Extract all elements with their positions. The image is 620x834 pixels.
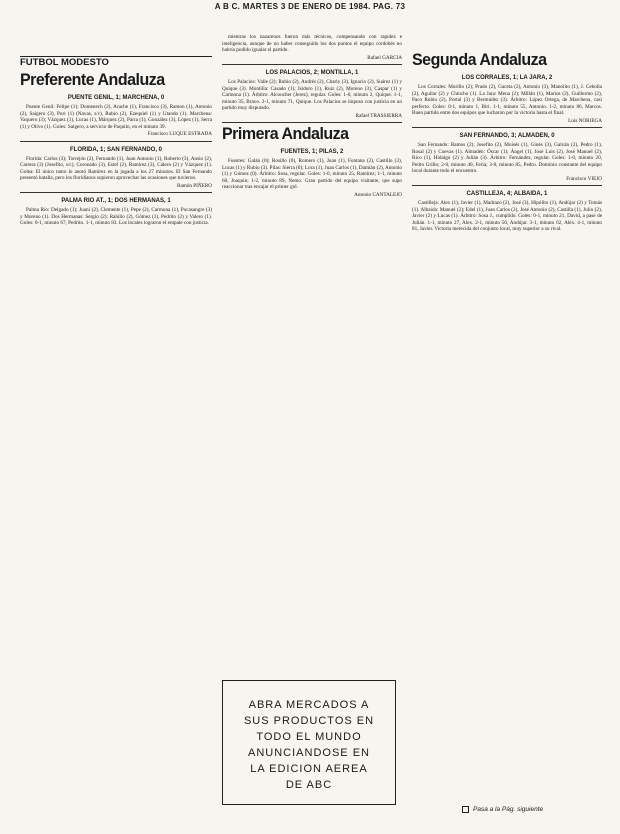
heading-preferente: Preferente Andaluza [20,71,165,90]
match-heading: FLORIDA, 1; SAN FERNANDO, 0 [69,146,162,153]
byline: Rafael TRASSIERRA [355,112,402,119]
match-report: Los Palacios: Valle (2); Rubio (2), Andrés (2), Charly (3), Ignacio (2), Suárez (1) y Quique (3). Montilla: Casado (1); Isidoro (1), Ruiz (2), Moreno (3), Caspar (1) y Carmona (1). Árbitro: Alcoucher (Jerez), regular. Goles: 1-0, minuto 2, Quique. 1-1, minuto 35, Bravo. 2-1, minuto 71, Quique. Los Palacios se impuso con justicia en un partido muy disputado. [222,79,402,111]
continued-report: mientras los nazarenos fueron más técnicos, compensando con rapidez e inteligencia, aunque de no haber conseguido los dos puntos el equipo cordobés no habría podido igualar el partido. [222,34,402,53]
match-report: Puente Genil: Felipe (1); Domenech (2), Arache (1), Francisco (3), Ramon (1), Antonio (2), Saigero (3), Puri (1) (Navas, s/c), Rubio (2), Ezequiel (1) y Utando (1). Marchena: Vaquero (3); Vázquez (1), Lucas (1), Márquez (2), Parra (1), González (3), López (1), Serra (1) y Olivo (1). Goles: Salgero, a servicio de Paquito, en el minuto 39. [20,104,212,130]
column-2 [222,34,402,199]
byline: Luis NORIEGA [568,117,602,124]
byline: Rafael GARCIA [367,54,402,61]
match-report: San Fernando: Ramos (2); Josefito (2), Moisés (1), Ginés (3), Galván (2), Pedro (1), Rosal (2) y Cuevas (1). Almadén: Óscar (1); Ángel (1), José Luis (2), José Manuel (2), Rico (1), Hidalgo (2) y Julián (3). Árbitro: Fernández, regular. Goles: 1-0, minuto 20, Pedro Grillo; 2-0, minuto 40, Feria; 3-0, minuto 85, Pedro. Dominio constante del equipo local durante todo el encuentro. [412,142,602,174]
byline: Francisco LUQUE ESTRADA [147,131,212,137]
heading-segunda: Segunda Andaluza [412,51,547,70]
ad-line: SUS PRODUCTOS EN [243,715,375,727]
match-report: Los Corrales: Murillo (2); Prado (2), Gaceta (2), Antonio (3), Manolito (1), J. Cebolla (2), Aguilar (2) y Chincho (1). La Jara: Mena (2); Millán (1), Marios (2), Guillermo (2), Paco Rubio (2), Portal (3) y Bermúdez (3). Árbitro: López Ortega, de Marchena, casi perfecto. Goles: 0-1, minuto 1, Biri. 1-1, minuto 55, Antonio. 1-2, minuto 86, Marcos. Buen partido entre dos equipos que lucharon por la victoria hasta el final. [412,84,602,116]
match-report: Fuentes: Galán (0); Rosillo (0), Romero (1), Juan (1), Fontana (2), Castillo (3), Lucas (1) y Rubio (3). Pilas: Sierra (0); Lora (1), Juan Carlos (1), Damián (2), Antonio (1) y Gómez (0). Árbitro: Sosa, regular. Goles: 1-0, minuto 25, Ramírez; 1-1, minuto 60, Joaquín; 1-2, minuto 89, Nemo. Gran partido del equipo visitante, que supo reaccionar tras encajar el primer gol. [222,158,402,190]
ad-line: ABRA MERCADOS A [248,699,370,711]
match-heading: LOS CORRALES, 1; LA JARA, 2 [461,75,553,81]
match-heading: PUENTE GENIL, 1; MARCHENA, 0 [67,95,165,101]
byline: Antonio CANTALEJO [354,191,402,198]
ad-line: DE ABC [285,779,333,791]
match-report: Florida: Carlos (3); Torrejón (2), Fernando (1), Juan Antonio (1), Roberto (3), Ansio (2), Carrera (3) (Josefito, s/c), Coronado (3), Estel (2), Ramírez (3), Calero (2) y Vázquez (1). Golea: El único tanto lo anotó Ramírez en la jugada a los 27 minutos. El San Fernando presentó batalla, pero los floridianos supieron aprovechar las ocasiones que tuvieron. [20,155,212,181]
match-heading: LOS PALACIOS, 2; MONTILLA, 1 [265,70,359,76]
match-heading: PALMA RIO AT., 1; DOS HERMANAS, 1 [61,198,171,204]
match-heading: CASTILLEJA, 4; ALBAIDA, 1 [466,191,548,197]
ad-line: LA EDICION AEREA [250,763,368,775]
match-heading: SAN FERNANDO, 3; ALMADEN, 0 [459,133,555,139]
continued-footer [462,806,612,813]
byline: Francisco VIEJO [566,175,602,182]
ad-line: TODO EL MUNDO [256,731,362,743]
page-header: A B C. MARTES 3 DE ENERO DE 1984. PAG. 73 [214,2,406,11]
heading-primera: Primera Andaluza [222,125,349,144]
advertisement-box [222,680,396,805]
byline: Ramón PIÑERO [176,182,212,189]
footer-text: Pasa a la Pág. siguiente [473,806,544,814]
match-heading: FUENTES, 1; PILAS, 2 [280,149,344,155]
square-icon [462,806,469,813]
section-label: FUTBOL MODESTO [20,56,212,71]
ad-line: ANUNCIANDOSE EN [248,747,370,759]
match-report: Castilleja: Alex (1); Javier (1), Madrazo (2), José (3), Hipólito (1), Andújar (2) y Tomás (1). Albaida: Manuel (2); Edel (1), Juan Carlos (2), José Antonio (2), Castilla (1), Julio (2), Javier (2) y Lucas (1). Árbitro: Sosa J., cumplido. Goles: 0-1, minuto 21, David, a pase de Julián. 1-1, minuto 27, Alex. 2-1, minuto 50, Andújar. 3-1, minuto 62, Alex. 4-1, minuto 81, Javier. Victoria merecida del conjunto local, muy superior a su rival. [412,200,602,232]
match-report: Palma Río: Delgado (1); Juani (2), Clemente (1), Pepe (2), Carmona (1), Pocasangre (3) y Moreno (1). Dos Hermanas: Sergio (2); Rahilío (2), Gómez (1), Pedrito (2) y Valero (1). Goles: 0-1, minuto 67, Pedrito. 1-1, minuto 83. Los locales lograron el empate con justicia. [20,207,212,226]
column-1 [20,60,212,228]
column-3 [412,52,602,234]
